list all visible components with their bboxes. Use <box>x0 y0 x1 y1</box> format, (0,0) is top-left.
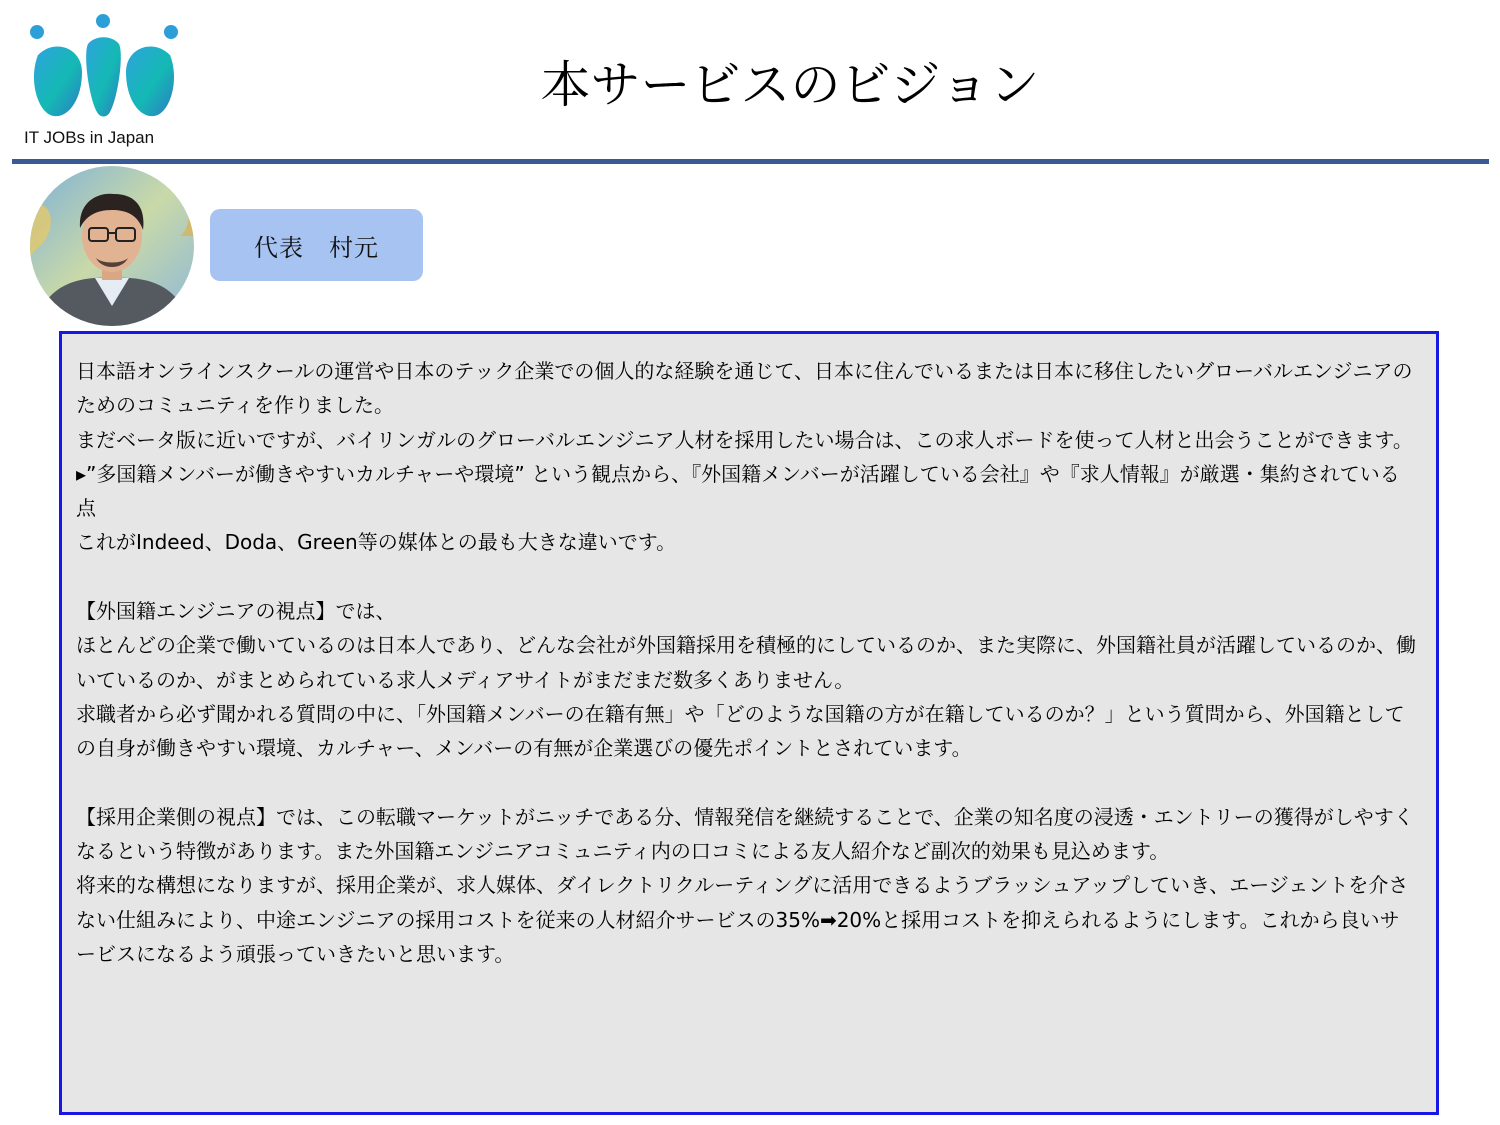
vision-spacer <box>76 560 1416 594</box>
page-title: 本サービスのビジョン <box>540 56 1040 114</box>
vision-paragraph: ▸”多国籍メンバーが働きやすいカルチャーや環境” という観点から、『外国籍メンバーが活躍している会社』や『求人情報』が厳選・集約されている点 <box>76 461 1400 521</box>
foreign-engineer-perspective-heading: 【外国籍エンジニアの視点】では、 <box>76 599 396 624</box>
vision-spacer <box>76 766 1416 800</box>
logo-mark-icon <box>20 10 190 130</box>
portrait-illustration <box>30 166 194 326</box>
vision-statement-text <box>76 354 1416 971</box>
vision-paragraph: 日本語オンラインスクールの運営や日本のテック企業での個人的な経験を通じて、日本に住んでいるまたは日本に移住したいグローバルエンジニアのためのコミュニティを作りました。 <box>76 359 1413 418</box>
vision-paragraph: 将来的な構想になりますが、採用企業が、求人媒体、ダイレクトリクルーティングに活用できるようブラッシュアップしていき、エージェントを介さない仕組みにより、中途エンジニアの採用コストを従来の人材紹介サービスの35%➡20%と採用コストを抑えられるようにします。これから良いサービスになるよう頑張っていきたいと思います。 <box>76 873 1409 967</box>
vision-paragraph: 求職者から必ず聞かれる質問の中に、「外国籍メンバーの在籍有無」や「どのような国籍の方が在籍しているのか？」という質問から、外国籍としての自身が働きやすい環境、カルチャー、メンバーの有無が企業選びの優先ポイントとされています。 <box>76 701 1405 761</box>
representative-name-badge: 代表 村元 <box>210 209 423 281</box>
vision-paragraph: 【採用企業側の視点】では、この転職マーケットがニッチである分、情報発信を継続することで、企業の知名度の浸透・エントリーの獲得がしやすくなるという特徴があります。また外国籍エンジニアコミュニティ内の口コミによる友人紹介など副次的効果も見込めます。 <box>76 804 1414 864</box>
representative-photo <box>30 166 194 326</box>
vision-paragraph: これがIndeed、Doda、Green等の媒体との最も大きな違いです。 <box>76 530 677 555</box>
logo-text: IT JOBs in Japan <box>24 128 155 147</box>
header-divider <box>12 159 1489 164</box>
vision-paragraph: まだベータ版に近いですが、バイリンガルのグローバルエンジニア人材を採用したい場合は、この求人ボードを使って人材と出会うことができます。 <box>76 427 1413 452</box>
vision-paragraph: ほとんどの企業で働いているのは日本人であり、どんな会社が外国籍採用を積極的にしているのか、また実際に、外国籍社員が活躍しているのか、働いているのか、がまとめられている求人メディアサイトがまだまだ数多くありません。 <box>76 633 1416 692</box>
vision-statement-box <box>59 331 1439 1115</box>
